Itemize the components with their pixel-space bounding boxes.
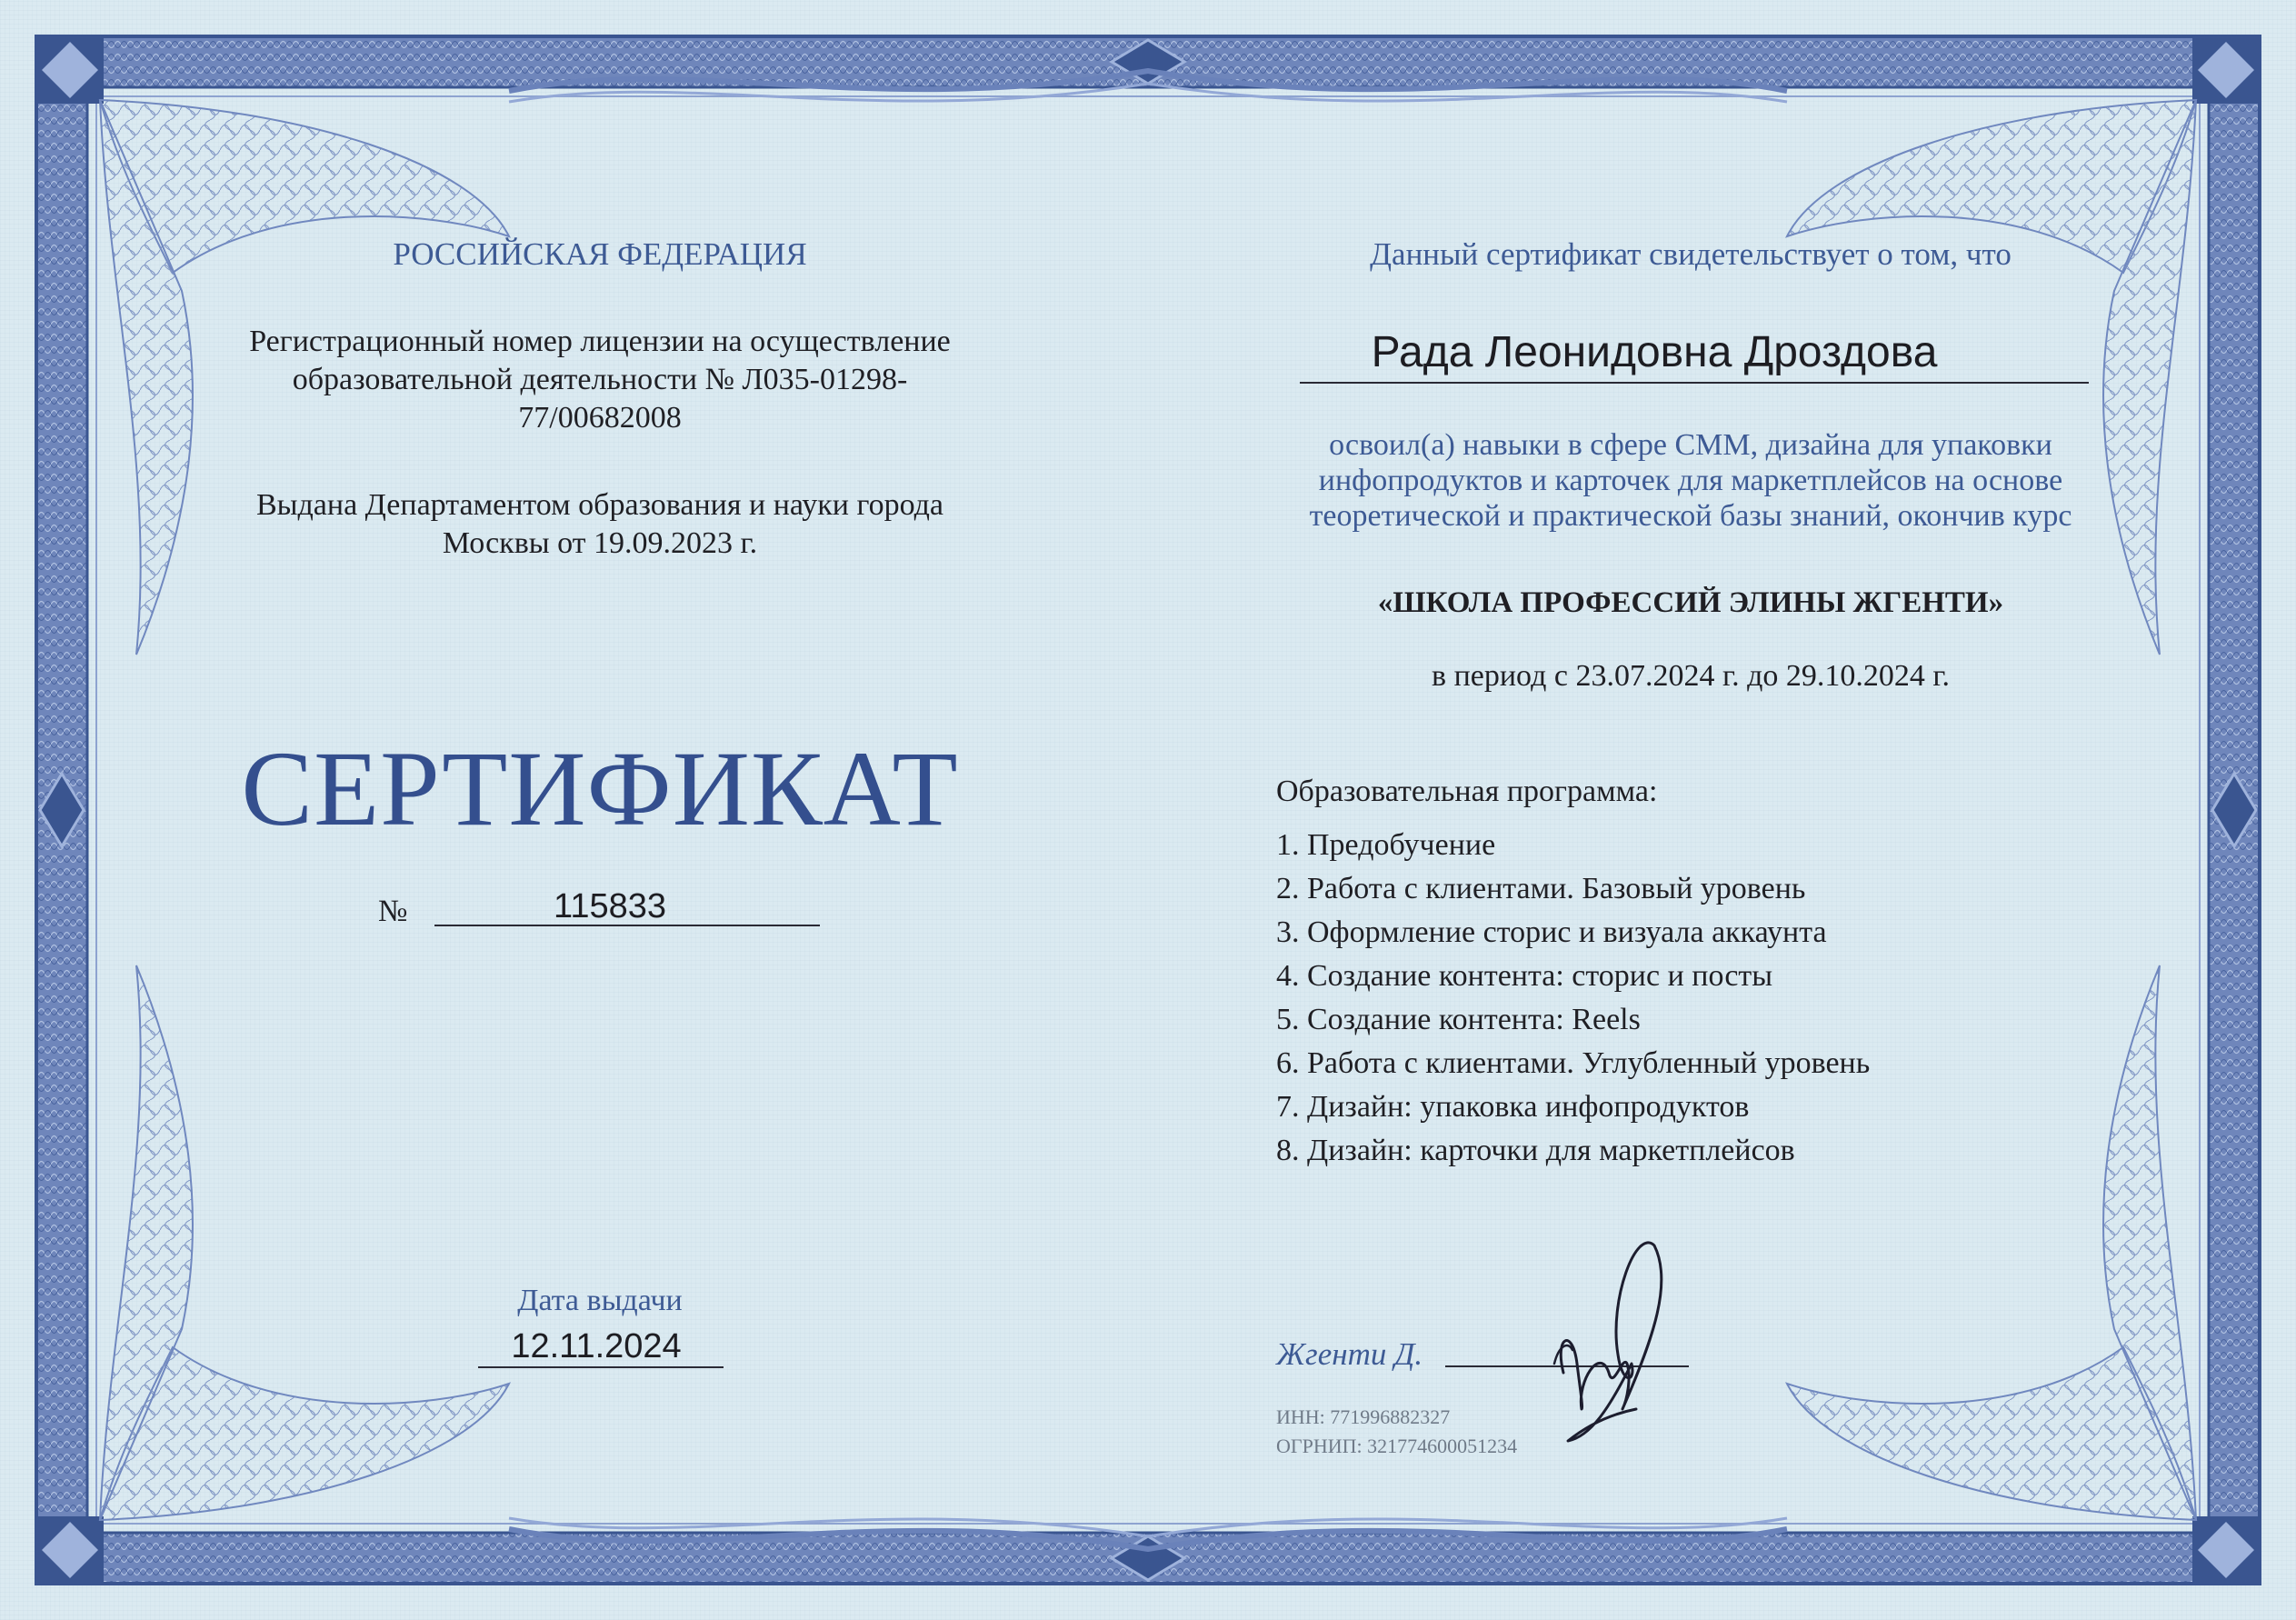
program-item: 6. Работа с клиентами. Углубленный уровень: [1276, 1046, 1871, 1080]
issue-date-underline: [478, 1366, 724, 1368]
certificate-number: 115833: [554, 887, 666, 925]
issue-date-value: 12.11.2024: [511, 1327, 682, 1365]
ogrnip-text: ОГРНИП: 321774600051234: [1276, 1435, 1518, 1457]
program-item: 4. Создание контента: сторис и посты: [1276, 959, 1773, 993]
issue-date-label: Дата выдачи: [517, 1284, 683, 1317]
recipient-name: Рада Леонидовна Дроздова: [1371, 328, 1938, 376]
course-period: в период с 23.07.2024 г. до 29.10.2024 г.: [1432, 659, 1950, 693]
program-item: 7. Дизайн: упаковка инфопродуктов: [1276, 1090, 1750, 1124]
issued-by-text: Выдана Департаментом образования и науки города Москвы от 19.09.2023 г.: [255, 488, 943, 560]
course-name: «ШКОЛА ПРОФЕССИЙ ЭЛИНЫ ЖГЕНТИ»: [1377, 586, 2004, 619]
achievement-text: освоил(а) навыки в сфере СММ, дизайна для упаковки инфопродуктов и карточек для маркетплейсов на основе теоретической и практической базы знаний, окончив курс: [1309, 428, 2072, 533]
number-sign: №: [378, 895, 408, 928]
number-underline: [434, 925, 820, 926]
signatory-name: Жгенти Д.: [1276, 1336, 1423, 1372]
program-item: 5. Создание контента: Reels: [1276, 1003, 1641, 1036]
program-item: 1. Предобучение: [1276, 828, 1496, 862]
handwritten-signature: [1536, 1227, 1672, 1445]
certificate-intro: Данный сертификат свидетельствует о том, что: [1370, 236, 2011, 272]
recipient-underline: [1300, 382, 2089, 384]
program-item: 8. Дизайн: карточки для маркетплейсов: [1276, 1134, 1795, 1167]
country-heading: РОССИЙСКАЯ ФЕДЕРАЦИЯ: [393, 236, 807, 272]
program-list: [1276, 824, 1870, 1173]
inn-text: ИНН: 771996882327: [1276, 1405, 1451, 1428]
program-item: 3. Оформление сторис и визуала аккаунта: [1276, 915, 1827, 949]
program-item: 2. Работа с клиентами. Базовый уровень: [1276, 872, 1806, 905]
certificate-title: СЕРТИФИКАТ: [241, 729, 959, 848]
license-text: Регистрационный номер лицензии на осуществление образовательной деятельности № Л035-01298-77/00682008: [249, 325, 951, 435]
program-heading: Образовательная программа:: [1276, 775, 1658, 808]
